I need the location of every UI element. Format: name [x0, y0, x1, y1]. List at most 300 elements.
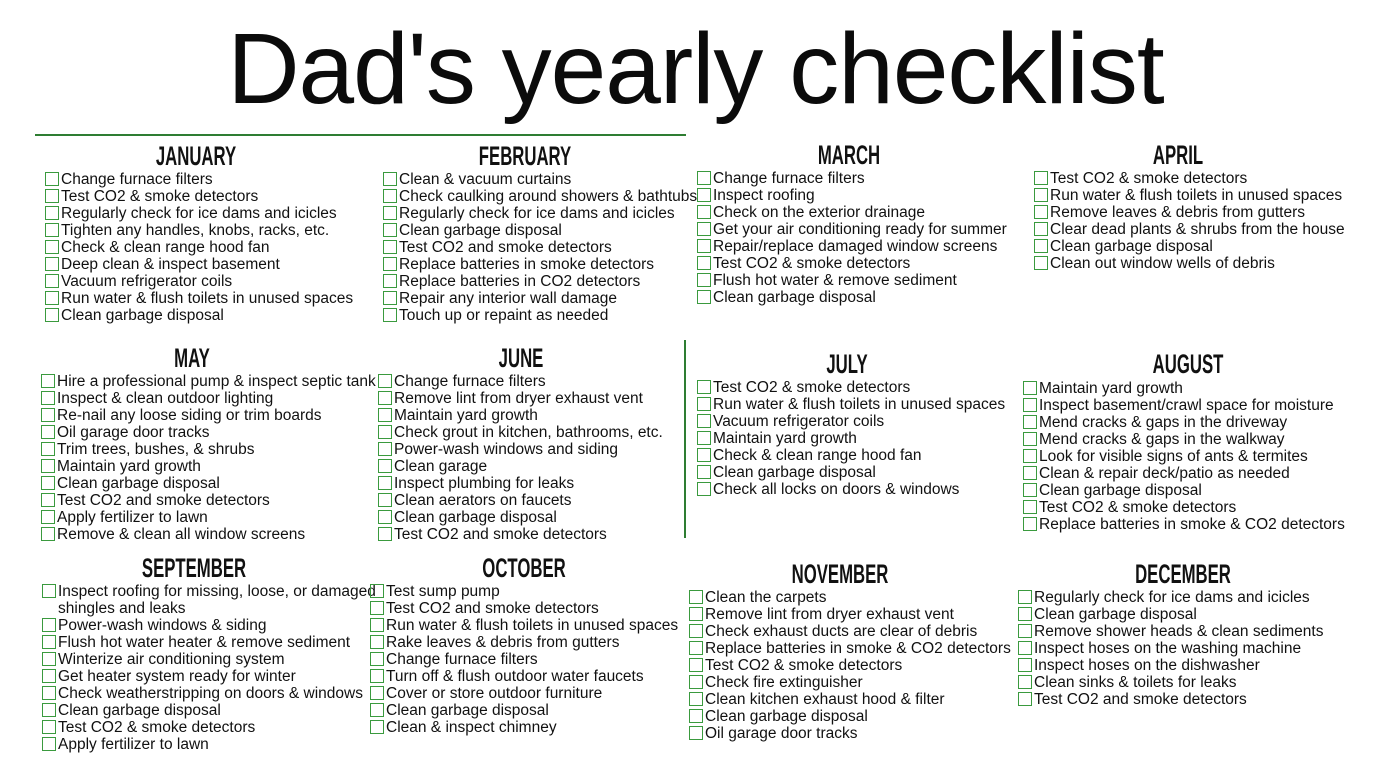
checklist-item-label: Clean garbage disposal	[58, 702, 221, 719]
divider-vertical	[684, 340, 686, 538]
checkbox[interactable]	[383, 240, 397, 254]
checklist-item-label: Clean & inspect chimney	[386, 719, 557, 736]
checkbox[interactable]	[378, 408, 392, 422]
checklist-item[interactable]	[41, 526, 376, 543]
checklist-item-label: Tighten any handles, knobs, racks, etc.	[61, 222, 330, 239]
checklist-august	[1023, 380, 1345, 533]
checklist-item[interactable]	[383, 222, 697, 239]
month-section-october	[370, 583, 678, 736]
checklist-item[interactable]	[370, 702, 678, 719]
checkbox[interactable]	[45, 257, 59, 271]
checklist-item-label: Mend cracks & gaps in the walkway	[1039, 431, 1285, 448]
checklist-item-label: Maintain yard growth	[1039, 380, 1183, 397]
checkbox[interactable]	[1023, 466, 1037, 480]
checklist-item[interactable]	[42, 702, 388, 719]
checkbox[interactable]	[41, 374, 55, 388]
checkbox[interactable]	[42, 703, 56, 717]
checkbox[interactable]	[45, 274, 59, 288]
checkbox[interactable]	[370, 618, 384, 632]
checkbox[interactable]	[42, 720, 56, 734]
checkbox[interactable]	[697, 431, 711, 445]
checklist-item[interactable]	[42, 685, 388, 702]
checklist-item[interactable]	[697, 379, 1005, 396]
checkbox[interactable]	[1018, 590, 1032, 604]
checklist-item-label: Clean garbage disposal	[1034, 606, 1197, 623]
checklist-item-label: Change furnace filters	[386, 651, 538, 668]
checklist-item[interactable]	[1023, 414, 1345, 431]
checklist-item[interactable]	[697, 396, 1005, 413]
checklist-item[interactable]	[42, 617, 388, 634]
checklist-item[interactable]	[1034, 170, 1345, 187]
checklist-item[interactable]	[41, 441, 376, 458]
checklist-item-label: Check & clean range hood fan	[61, 239, 270, 256]
checklist-march	[697, 170, 1007, 306]
checkbox[interactable]	[697, 414, 711, 428]
checklist-item[interactable]	[689, 691, 1011, 708]
checklist-item-label: Clean & vacuum curtains	[399, 171, 572, 188]
checklist-item[interactable]	[697, 481, 1005, 498]
checklist-item[interactable]	[689, 674, 1011, 691]
checkbox[interactable]	[42, 652, 56, 666]
checklist-item-label: Check fire extinguisher	[705, 674, 863, 691]
checklist-item[interactable]	[378, 526, 663, 543]
checkbox[interactable]	[41, 391, 55, 405]
checklist-item[interactable]	[383, 307, 697, 324]
checklist-item[interactable]	[378, 424, 663, 441]
checkbox[interactable]	[378, 374, 392, 388]
checklist-item[interactable]	[41, 407, 376, 424]
checkbox[interactable]	[42, 669, 56, 683]
checklist-item-label: Flush hot water heater & remove sediment	[58, 634, 351, 651]
checkbox[interactable]	[45, 291, 59, 305]
checklist-april	[1034, 170, 1345, 272]
checklist-item[interactable]	[1018, 657, 1323, 674]
checklist-item[interactable]	[45, 205, 353, 222]
checkbox[interactable]	[378, 476, 392, 490]
checkbox[interactable]	[383, 308, 397, 322]
checkbox[interactable]	[383, 206, 397, 220]
checkbox[interactable]	[697, 273, 711, 287]
checklist-item[interactable]	[45, 171, 353, 188]
month-section-september	[42, 583, 388, 753]
checklist-item[interactable]	[697, 221, 1007, 238]
checklist-item[interactable]	[1034, 255, 1345, 272]
checklist-item[interactable]	[383, 256, 697, 273]
checkbox[interactable]	[689, 692, 703, 706]
checklist-item[interactable]	[370, 685, 678, 702]
checklist-item[interactable]	[41, 424, 376, 441]
checkbox[interactable]	[42, 618, 56, 632]
checkbox[interactable]	[42, 635, 56, 649]
checklist-item-label: Test CO2 and smoke detectors	[399, 239, 612, 256]
checklist-item-label: Clean garbage disposal	[386, 702, 549, 719]
checkbox[interactable]	[378, 527, 392, 541]
checkbox[interactable]	[1018, 641, 1032, 655]
checklist-item-label: Clean garbage disposal	[61, 307, 224, 324]
checklist-item-label: Inspect & clean outdoor lighting	[57, 390, 274, 407]
checklist-item[interactable]	[383, 205, 697, 222]
checkbox[interactable]	[1023, 500, 1037, 514]
checkbox[interactable]	[1023, 517, 1037, 531]
checklist-item-label: Check all locks on doors & windows	[713, 481, 960, 498]
checkbox[interactable]	[689, 607, 703, 621]
checklist-item[interactable]	[1023, 465, 1345, 482]
checkbox[interactable]	[378, 493, 392, 507]
checklist-item[interactable]	[1023, 397, 1345, 414]
checkbox[interactable]	[41, 442, 55, 456]
checklist-item-label: Clean kitchen exhaust hood & filter	[705, 691, 945, 708]
checklist-february	[383, 171, 697, 324]
checklist-item[interactable]	[42, 634, 388, 651]
checklist-item-label: Test CO2 and smoke detectors	[394, 526, 607, 543]
checkbox[interactable]	[697, 256, 711, 270]
checklist-item-label: Check grout in kitchen, bathrooms, etc.	[394, 424, 663, 441]
checkbox[interactable]	[41, 425, 55, 439]
checklist-item-label: Get heater system ready for winter	[58, 668, 296, 685]
checklist-item-label: Get your air conditioning ready for summer	[713, 221, 1007, 238]
month-heading-october: OCTOBER	[482, 553, 566, 583]
checklist-item[interactable]	[42, 736, 388, 753]
checklist-item-label: Vacuum refrigerator coils	[713, 413, 885, 430]
checklist-item-label: Check caulking around showers & bathtubs	[399, 188, 698, 205]
checklist-item-label: Replace batteries in smoke & CO2 detectors	[705, 640, 1011, 657]
checkbox[interactable]	[42, 584, 56, 598]
checkbox[interactable]	[41, 493, 55, 507]
checkbox[interactable]	[1023, 415, 1037, 429]
month-heading-july: JULY	[826, 349, 868, 379]
checklist-item-label: Test CO2 and smoke detectors	[386, 600, 599, 617]
checkbox[interactable]	[41, 408, 55, 422]
checklist-item-label: Clean garbage disposal	[713, 464, 876, 481]
checklist-item[interactable]	[378, 441, 663, 458]
checkbox[interactable]	[42, 737, 56, 751]
checklist-item[interactable]	[378, 475, 663, 492]
checkbox[interactable]	[378, 391, 392, 405]
checklist-item[interactable]	[1023, 482, 1345, 499]
checklist-item[interactable]	[370, 668, 678, 685]
checkbox[interactable]	[1023, 483, 1037, 497]
checkbox[interactable]	[370, 601, 384, 615]
checklist-item-label: Test CO2 and smoke detectors	[57, 492, 270, 509]
month-section-may	[41, 373, 376, 543]
checklist-item[interactable]	[697, 204, 1007, 221]
checklist-item-label: Power-wash windows and siding	[394, 441, 619, 458]
checklist-item[interactable]	[378, 373, 663, 390]
checklist-item[interactable]	[1034, 187, 1345, 204]
checkbox[interactable]	[697, 397, 711, 411]
checklist-item[interactable]	[41, 475, 376, 492]
checkbox[interactable]	[41, 510, 55, 524]
checklist-item-label: Touch up or repaint as needed	[399, 307, 609, 324]
checklist-item[interactable]	[370, 634, 678, 651]
checklist-july	[697, 379, 1005, 498]
checklist-item[interactable]	[1023, 380, 1345, 397]
checklist-item-label: Clean garbage disposal	[713, 289, 876, 306]
checkbox[interactable]	[370, 652, 384, 666]
checklist-january	[45, 171, 353, 324]
checkbox[interactable]	[370, 584, 384, 598]
checkbox[interactable]	[370, 703, 384, 717]
checklist-item-label: Check exhaust ducts are clear of debris	[705, 623, 978, 640]
checkbox[interactable]	[697, 380, 711, 394]
checklist-item[interactable]	[383, 171, 697, 188]
checkbox[interactable]	[383, 291, 397, 305]
checklist-item[interactable]	[45, 273, 353, 290]
checklist-item-label: Clean garbage disposal	[57, 475, 220, 492]
checklist-item-label: Trim trees, bushes, & shrubs	[57, 441, 255, 458]
checklist-item[interactable]	[41, 390, 376, 407]
checkbox[interactable]	[45, 172, 59, 186]
checkbox[interactable]	[1034, 188, 1048, 202]
checklist-item[interactable]	[697, 413, 1005, 430]
checklist-item[interactable]	[45, 290, 353, 307]
checklist-item[interactable]	[697, 430, 1005, 447]
checklist-item-label: Regularly check for ice dams and icicles	[1034, 589, 1310, 606]
checkbox[interactable]	[697, 239, 711, 253]
checklist-october	[370, 583, 678, 736]
month-heading-may: MAY	[174, 343, 210, 373]
checklist-item[interactable]	[45, 239, 353, 256]
checkbox[interactable]	[1018, 692, 1032, 706]
checklist-item[interactable]	[370, 600, 678, 617]
checklist-item[interactable]	[42, 719, 388, 736]
checklist-item-label: Look for visible signs of ants & termites	[1039, 448, 1308, 465]
checklist-item-label: Regularly check for ice dams and icicles	[399, 205, 675, 222]
checklist-item-label: Clean garbage disposal	[705, 708, 868, 725]
checklist-item-label: Clean sinks & toilets for leaks	[1034, 674, 1237, 691]
checkbox[interactable]	[370, 720, 384, 734]
checklist-item[interactable]	[41, 373, 376, 390]
checklist-item[interactable]	[45, 307, 353, 324]
checklist-item-label: Vacuum refrigerator coils	[61, 273, 233, 290]
checkbox[interactable]	[689, 709, 703, 723]
checkbox[interactable]	[697, 171, 711, 185]
month-heading-november: NOVEMBER	[791, 559, 889, 589]
checklist-item-label: Inspect plumbing for leaks	[394, 475, 575, 492]
checklist-item-label: Remove lint from dryer exhaust vent	[394, 390, 643, 407]
checkbox[interactable]	[378, 442, 392, 456]
checkbox[interactable]	[1023, 432, 1037, 446]
checkbox[interactable]	[1034, 222, 1048, 236]
checkbox[interactable]	[689, 624, 703, 638]
checklist-item[interactable]	[383, 290, 697, 307]
checklist-item-label: Apply fertilizer to lawn	[58, 736, 209, 753]
checkbox[interactable]	[45, 240, 59, 254]
checklist-item[interactable]	[1023, 431, 1345, 448]
checklist-item[interactable]	[1023, 499, 1345, 516]
checklist-item-label: Check & clean range hood fan	[713, 447, 922, 464]
checklist-item-label: Hire a professional pump & inspect septic tank	[57, 373, 376, 390]
checkbox[interactable]	[370, 669, 384, 683]
checkbox[interactable]	[42, 686, 56, 700]
checklist-item[interactable]	[689, 623, 1011, 640]
checklist-item-label: Oil garage door tracks	[705, 725, 858, 742]
checklist-item[interactable]	[689, 640, 1011, 657]
checklist-item[interactable]	[1023, 516, 1345, 533]
month-heading-april: APRIL	[1152, 140, 1204, 170]
checklist-item[interactable]	[45, 256, 353, 273]
divider-top	[35, 134, 686, 136]
checklist-item[interactable]	[370, 651, 678, 668]
checklist-september	[42, 583, 388, 753]
checklist-item-label: Maintain yard growth	[713, 430, 857, 447]
checklist-item-label: Clean garbage disposal	[1050, 238, 1213, 255]
checkbox[interactable]	[45, 206, 59, 220]
checkbox[interactable]	[45, 308, 59, 322]
checkbox[interactable]	[697, 465, 711, 479]
checkbox[interactable]	[697, 448, 711, 462]
checklist-item[interactable]	[42, 668, 388, 685]
checkbox[interactable]	[1023, 449, 1037, 463]
checklist-item[interactable]	[689, 589, 1011, 606]
checkbox[interactable]	[697, 482, 711, 496]
checklist-item-label: Cover or store outdoor furniture	[386, 685, 603, 702]
checklist-item[interactable]	[697, 255, 1007, 272]
checklist-item[interactable]	[378, 509, 663, 526]
checklist-item[interactable]	[1018, 606, 1323, 623]
checkbox[interactable]	[41, 527, 55, 541]
checklist-item[interactable]	[1018, 691, 1323, 708]
checklist-item-label: Re-nail any loose siding or trim boards	[57, 407, 322, 424]
checklist-item[interactable]	[378, 492, 663, 509]
checklist-item[interactable]	[697, 289, 1007, 306]
checklist-item-label: Clean garbage disposal	[1039, 482, 1202, 499]
checklist-item-label: Test CO2 & smoke detectors	[1050, 170, 1248, 187]
month-section-december	[1018, 589, 1323, 708]
checklist-june	[378, 373, 663, 543]
checklist-item[interactable]	[1018, 623, 1323, 640]
checklist-item[interactable]	[1023, 448, 1345, 465]
month-section-august	[1023, 380, 1345, 533]
checklist-item[interactable]	[41, 492, 376, 509]
checkbox[interactable]	[45, 223, 59, 237]
checklist-item-label: Clean garbage disposal	[394, 509, 557, 526]
checklist-item-label: Oil garage door tracks	[57, 424, 210, 441]
month-heading-february: FEBRUARY	[478, 141, 572, 171]
checklist-item[interactable]	[42, 583, 388, 617]
checkbox[interactable]	[689, 675, 703, 689]
checklist-item[interactable]	[370, 719, 678, 736]
checklist-item[interactable]	[689, 606, 1011, 623]
checklist-item[interactable]	[45, 222, 353, 239]
checkbox[interactable]	[1023, 381, 1037, 395]
checklist-item[interactable]	[697, 272, 1007, 289]
checklist-item[interactable]	[697, 187, 1007, 204]
checklist-item-label: Change furnace filters	[394, 373, 546, 390]
checkbox[interactable]	[378, 459, 392, 473]
checkbox[interactable]	[1034, 205, 1048, 219]
checklist-item[interactable]	[383, 239, 697, 256]
checklist-item[interactable]	[383, 188, 697, 205]
checkbox[interactable]	[697, 205, 711, 219]
month-heading-august: AUGUST	[1152, 349, 1224, 379]
checklist-item[interactable]	[378, 458, 663, 475]
checklist-item-label: Deep clean & inspect basement	[61, 256, 280, 273]
month-heading-december: DECEMBER	[1135, 559, 1231, 589]
checklist-item-label: Run water & flush toilets in unused spaces	[1050, 187, 1343, 204]
checklist-item-label: Test CO2 & smoke detectors	[58, 719, 256, 736]
checklist-item[interactable]	[1018, 589, 1323, 606]
checklist-item[interactable]	[42, 651, 388, 668]
checklist-item[interactable]	[697, 447, 1005, 464]
checklist-item[interactable]	[41, 458, 376, 475]
checklist-item[interactable]	[1018, 640, 1323, 657]
checkbox[interactable]	[383, 189, 397, 203]
month-heading-september: SEPTEMBER	[141, 553, 247, 583]
checklist-item[interactable]	[689, 708, 1011, 725]
month-section-january	[45, 171, 353, 324]
checkbox[interactable]	[1023, 398, 1037, 412]
checkbox[interactable]	[697, 290, 711, 304]
checkbox[interactable]	[1034, 256, 1048, 270]
checklist-item[interactable]	[697, 238, 1007, 255]
checklist-item[interactable]	[1018, 674, 1323, 691]
checklist-december	[1018, 589, 1323, 708]
checklist-item[interactable]	[41, 509, 376, 526]
checkbox[interactable]	[383, 223, 397, 237]
checklist-item[interactable]	[689, 725, 1011, 742]
checkbox[interactable]	[1034, 239, 1048, 253]
checkbox[interactable]	[370, 686, 384, 700]
checklist-item[interactable]	[697, 170, 1007, 187]
checkbox[interactable]	[1018, 607, 1032, 621]
checklist-item[interactable]	[1034, 238, 1345, 255]
checklist-item-label: Test CO2 & smoke detectors	[1039, 499, 1237, 516]
checklist-item-label: Clean the carpets	[705, 589, 827, 606]
checklist-item[interactable]	[378, 407, 663, 424]
checkbox[interactable]	[383, 172, 397, 186]
checklist-item-label: Check weatherstripping on doors & windows	[58, 685, 363, 702]
checkbox[interactable]	[1018, 624, 1032, 638]
checkbox[interactable]	[370, 635, 384, 649]
checklist-item[interactable]	[1034, 221, 1345, 238]
checkbox[interactable]	[689, 726, 703, 740]
month-section-march	[697, 170, 1007, 306]
checkbox[interactable]	[697, 188, 711, 202]
checkbox[interactable]	[378, 510, 392, 524]
checkbox[interactable]	[1018, 675, 1032, 689]
checkbox[interactable]	[383, 274, 397, 288]
checklist-item-label: Remove & clean all window screens	[57, 526, 306, 543]
checklist-item[interactable]	[370, 583, 678, 600]
checklist-item[interactable]	[378, 390, 663, 407]
checklist-item-label: Maintain yard growth	[57, 458, 201, 475]
checklist-item[interactable]	[383, 273, 697, 290]
checklist-item[interactable]	[370, 617, 678, 634]
checklist-item[interactable]	[689, 657, 1011, 674]
checkbox[interactable]	[41, 476, 55, 490]
checklist-item-label: Turn off & flush outdoor water faucets	[386, 668, 644, 685]
checklist-item-label: Mend cracks & gaps in the driveway	[1039, 414, 1288, 431]
checklist-item[interactable]	[45, 188, 353, 205]
checklist-item-label: Run water & flush toilets in unused spaces	[713, 396, 1006, 413]
checkbox[interactable]	[1018, 658, 1032, 672]
checklist-item-label: Test CO2 & smoke detectors	[61, 188, 259, 205]
checkbox[interactable]	[41, 459, 55, 473]
checklist-item-label: Inspect roofing	[713, 187, 815, 204]
checklist-item[interactable]	[1034, 204, 1345, 221]
checkbox[interactable]	[378, 425, 392, 439]
checkbox[interactable]	[689, 658, 703, 672]
checkbox[interactable]	[689, 590, 703, 604]
checklist-item[interactable]	[697, 464, 1005, 481]
checkbox[interactable]	[383, 257, 397, 271]
checkbox[interactable]	[1034, 171, 1048, 185]
checkbox[interactable]	[697, 222, 711, 236]
checkbox[interactable]	[45, 189, 59, 203]
checkbox[interactable]	[689, 641, 703, 655]
checklist-item-label: Clean out window wells of debris	[1050, 255, 1275, 272]
